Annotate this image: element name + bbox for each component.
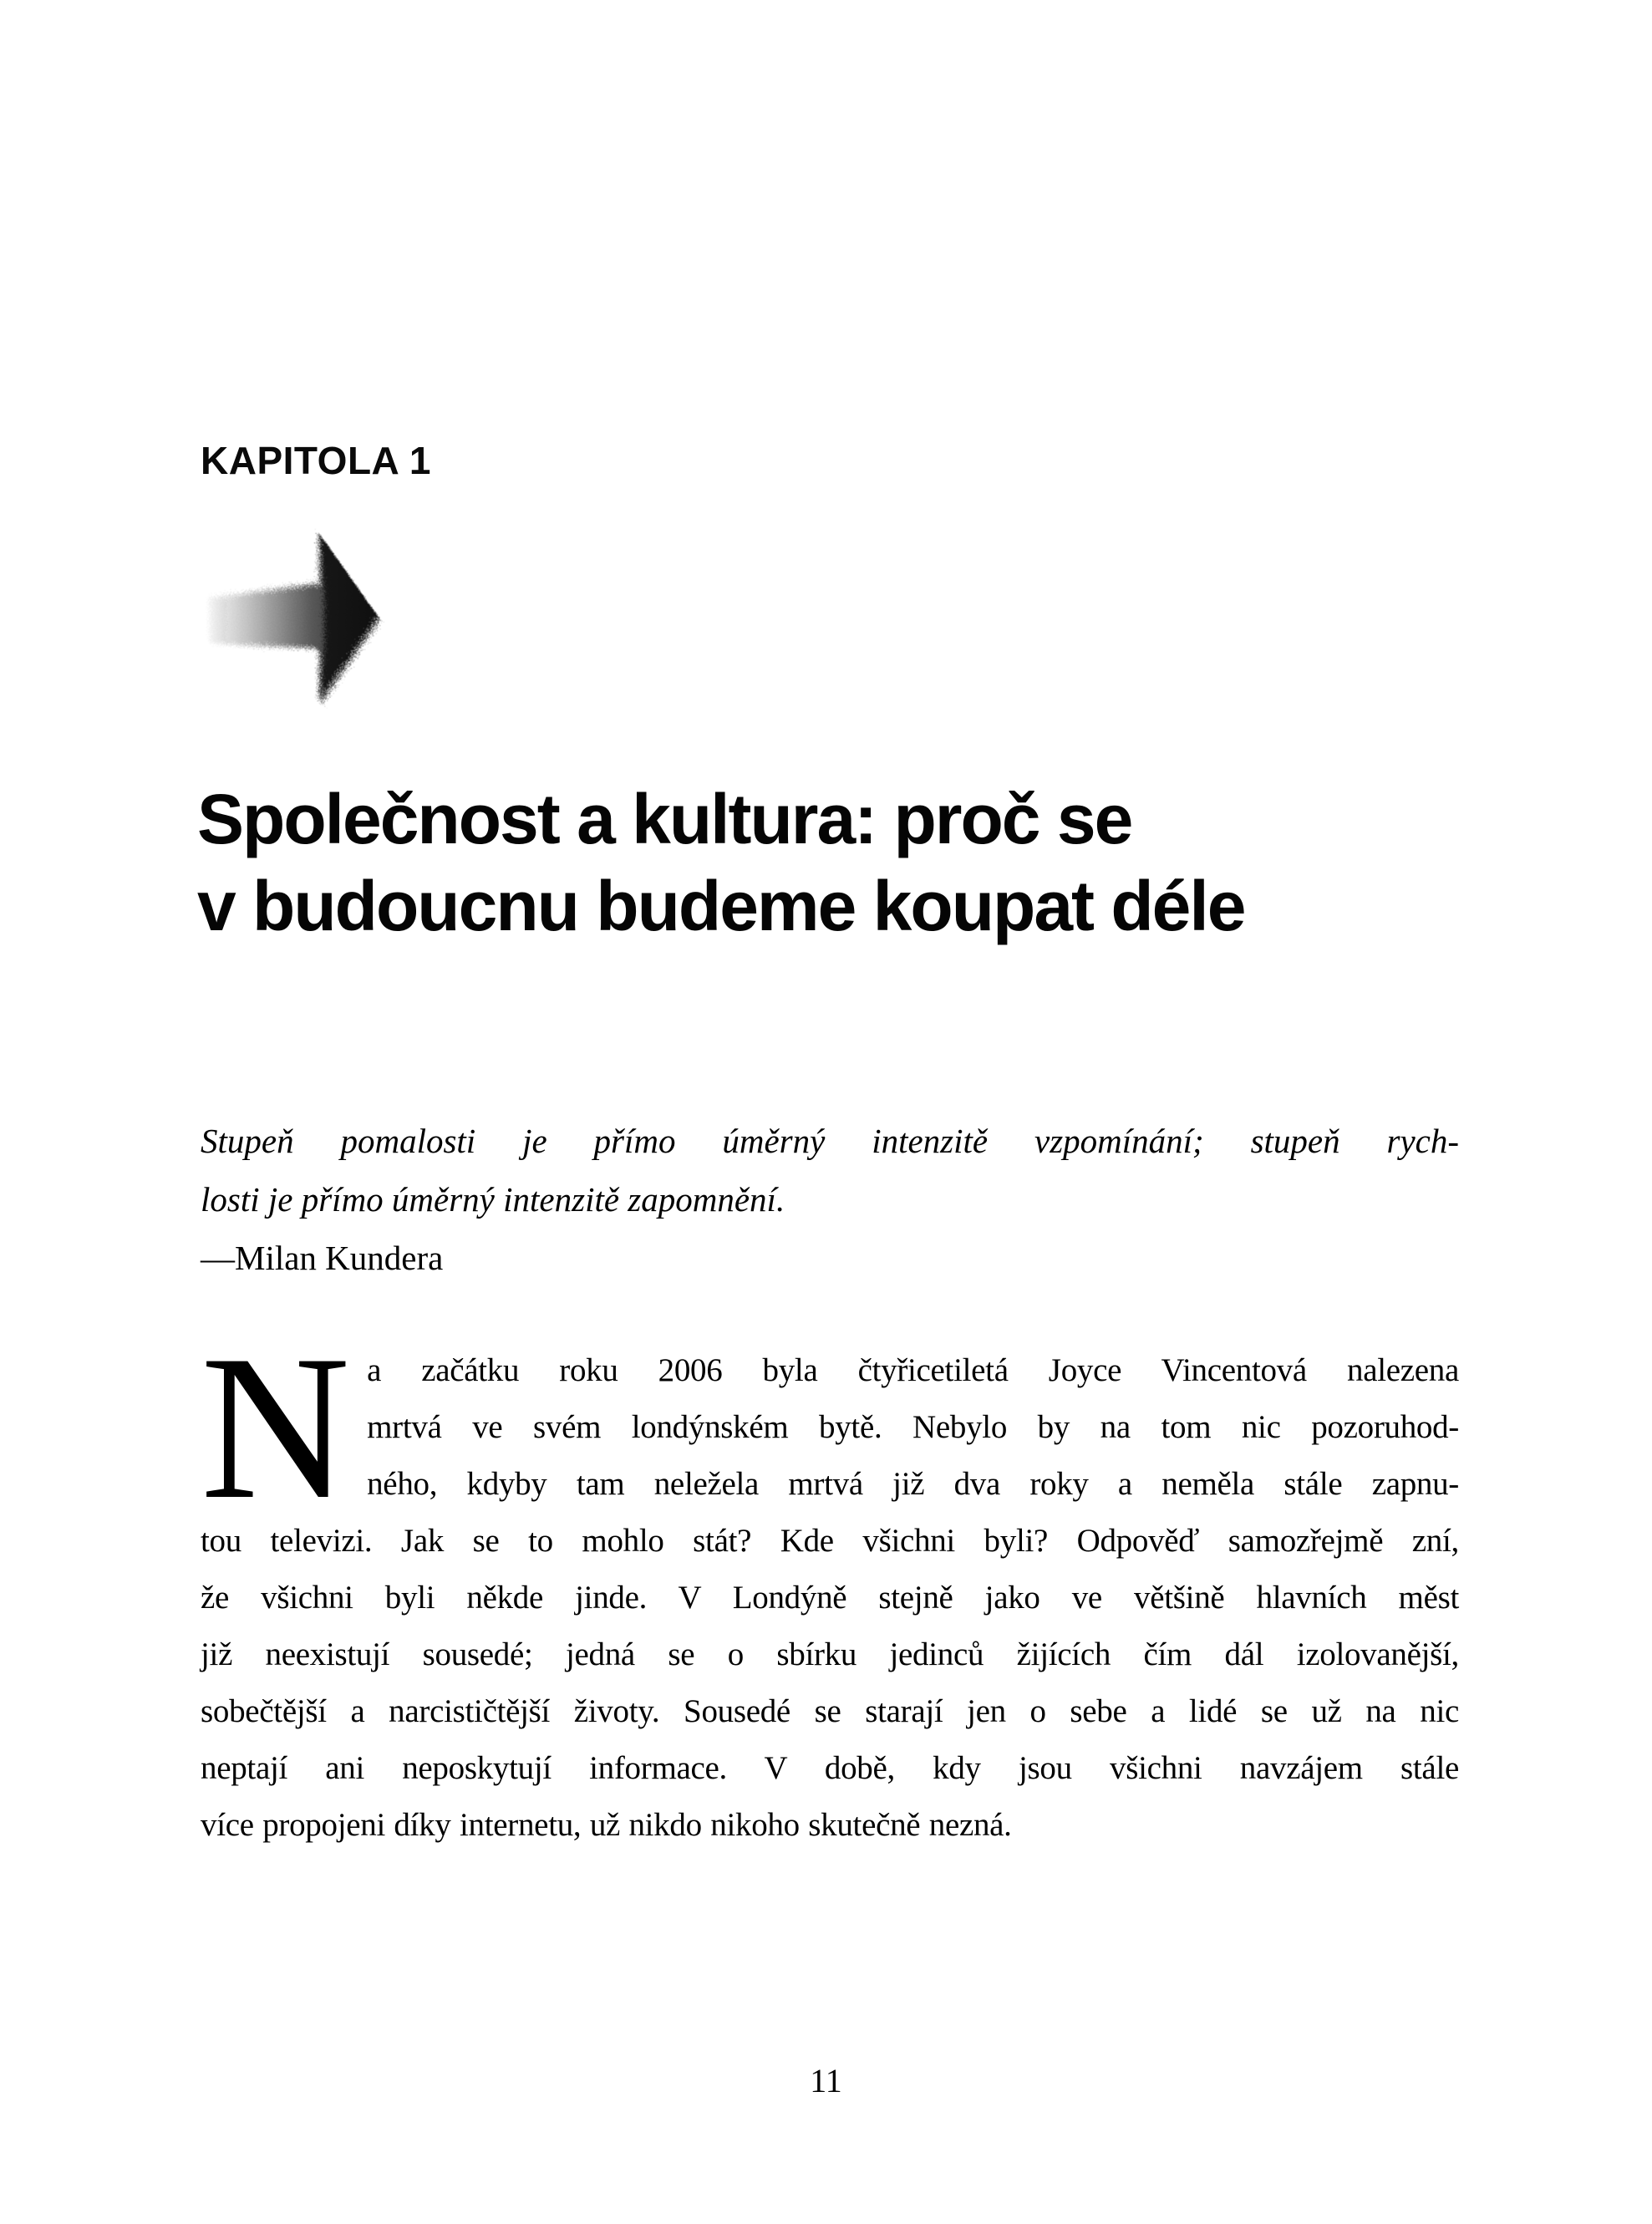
- chapter-title-line-2: v budoucnu budeme koupat déle: [197, 867, 1245, 945]
- chapter-kicker: KAPITOLA 1: [201, 439, 431, 482]
- paragraph-line-6: již neexistují sousedé; jedná se o sbírku jedinců žijících čím dál izolovanější,: [201, 1636, 1459, 1672]
- body-paragraph: [201, 1312, 1459, 1854]
- paragraph-line-5: že všichni byli někde jinde. V Londýně stejně jako ve většině hlavních měst: [201, 1580, 1459, 1616]
- paragraph-line-9: více propojeni díky internetu, už nikdo nikoho skutečně nezná.: [201, 1807, 1012, 1843]
- paragraph-line-3: ného, kdyby tam neležela mrtvá již dva roky a neměla stále zapnu-: [367, 1466, 1459, 1502]
- epigraph-quote: [201, 1112, 1459, 1287]
- chapter-title: [197, 776, 1501, 949]
- paragraph-line-1: a začátku roku 2006 byla čtyřicetiletá Joyce Vincentová nalezena: [367, 1352, 1459, 1388]
- quote-line-2: losti je přímo úměrný intenzitě zapomnění.: [201, 1180, 785, 1219]
- chapter-title-line-1: Společnost a kultura: proč se: [197, 780, 1132, 858]
- paragraph-line-8: neptají ani neposkytují informace. V době, kdy jsou všichni navzájem stále: [201, 1750, 1459, 1786]
- paragraph-line-4: tou televizi. Jak se to mohlo stát? Kde všichni byli? Odpověď samozřejmě zní,: [201, 1523, 1459, 1559]
- quote-line-1: Stupeň pomalosti je přímo úměrný intenzitě vzpomínání; stupeň rych-: [201, 1122, 1459, 1160]
- paragraph-line-7: sobečtější a narcističtější životy. Sousedé se starají jen o sebe a lidé se už na nic: [201, 1693, 1459, 1729]
- paragraph-line-2: mrtvá ve svém londýnském bytě. Nebylo by na tom nic pozoruhod-: [367, 1409, 1459, 1445]
- dropcap-letter: N: [201, 1312, 351, 1542]
- quote-attribution: —Milan Kundera: [201, 1239, 444, 1277]
- page-number: 11: [810, 2062, 842, 2099]
- spray-arrow-right-icon: [206, 522, 386, 715]
